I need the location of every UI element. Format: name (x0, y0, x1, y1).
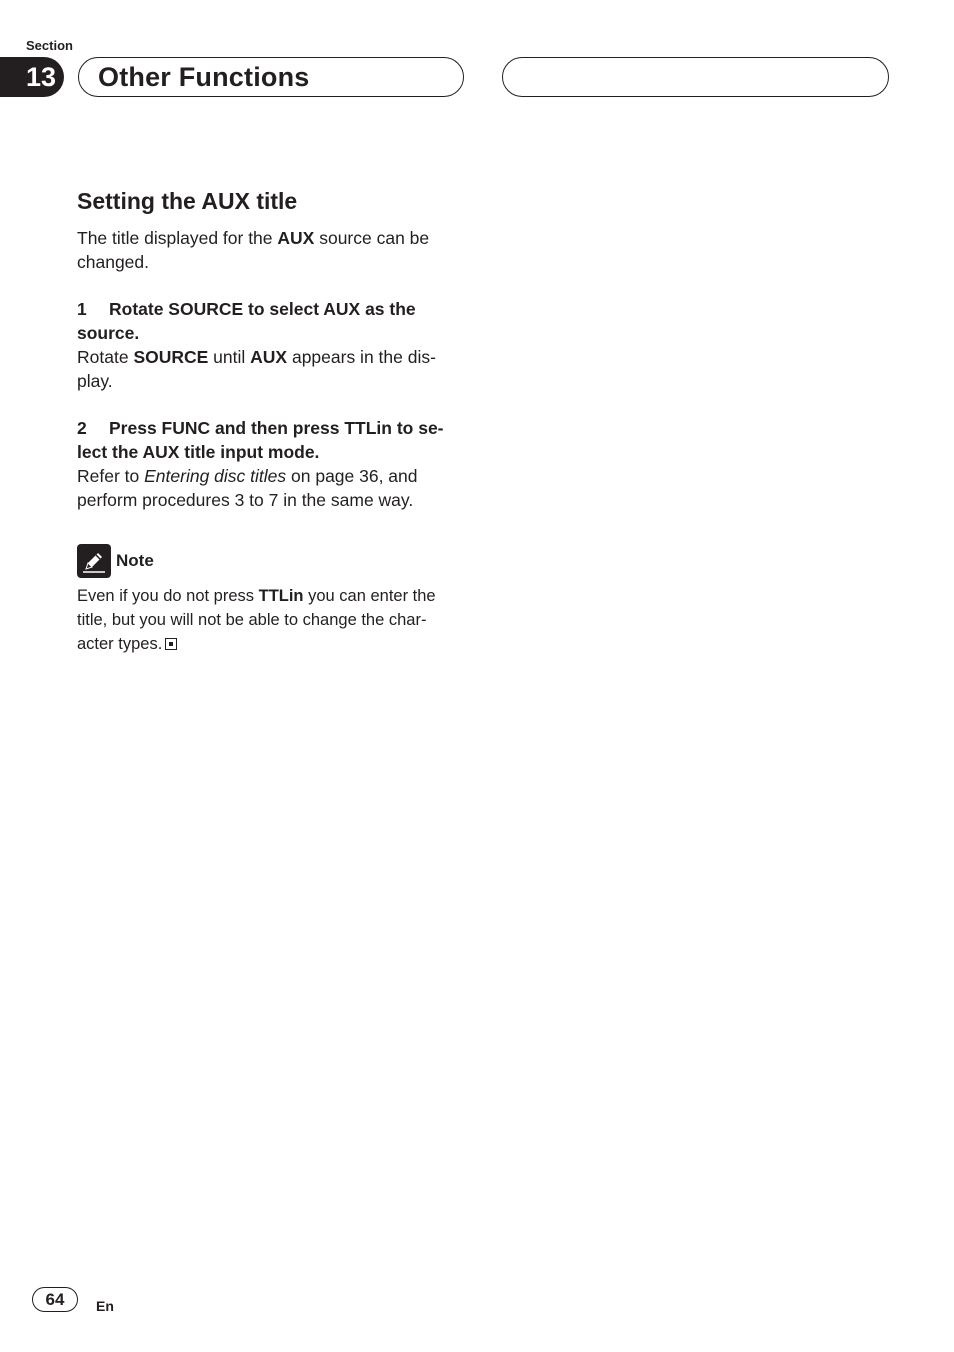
article-heading: Setting the AUX title (77, 188, 298, 214)
step-1-number: 1 (77, 299, 87, 319)
header-empty-box (502, 57, 889, 97)
note-text: Even if you do not press TTLin you can enter the title, but you will not be able to change the char-acter types. (77, 587, 436, 653)
note-label: Note (116, 551, 154, 570)
intro-paragraph: The title displayed for the AUX source can be changed. (77, 228, 430, 272)
step-2-body: Refer to Entering disc titles on page 36, and perform procedures 3 to 7 in the same way. (77, 466, 418, 510)
page-number: 64 (32, 1287, 78, 1312)
step-1-heading: 1 Rotate SOURCE to select AUX as the source. (77, 299, 416, 343)
end-of-section-icon (165, 638, 177, 650)
article (77, 186, 462, 656)
section-label: Section (26, 38, 73, 53)
header-title-box (78, 57, 464, 97)
step-2-heading: 2 Press FUNC and then press TTLin to se-lect the AUX title input mode. (77, 418, 444, 462)
page-title: Other Functions (98, 62, 310, 92)
language-code: En (96, 1298, 114, 1314)
step-2-number: 2 (77, 418, 87, 438)
step-1-body: Rotate SOURCE until AUX appears in the dis-play. (77, 347, 436, 391)
note-header (77, 544, 462, 578)
section-number-tab: 13 (0, 57, 64, 97)
pencil-icon (77, 544, 111, 578)
